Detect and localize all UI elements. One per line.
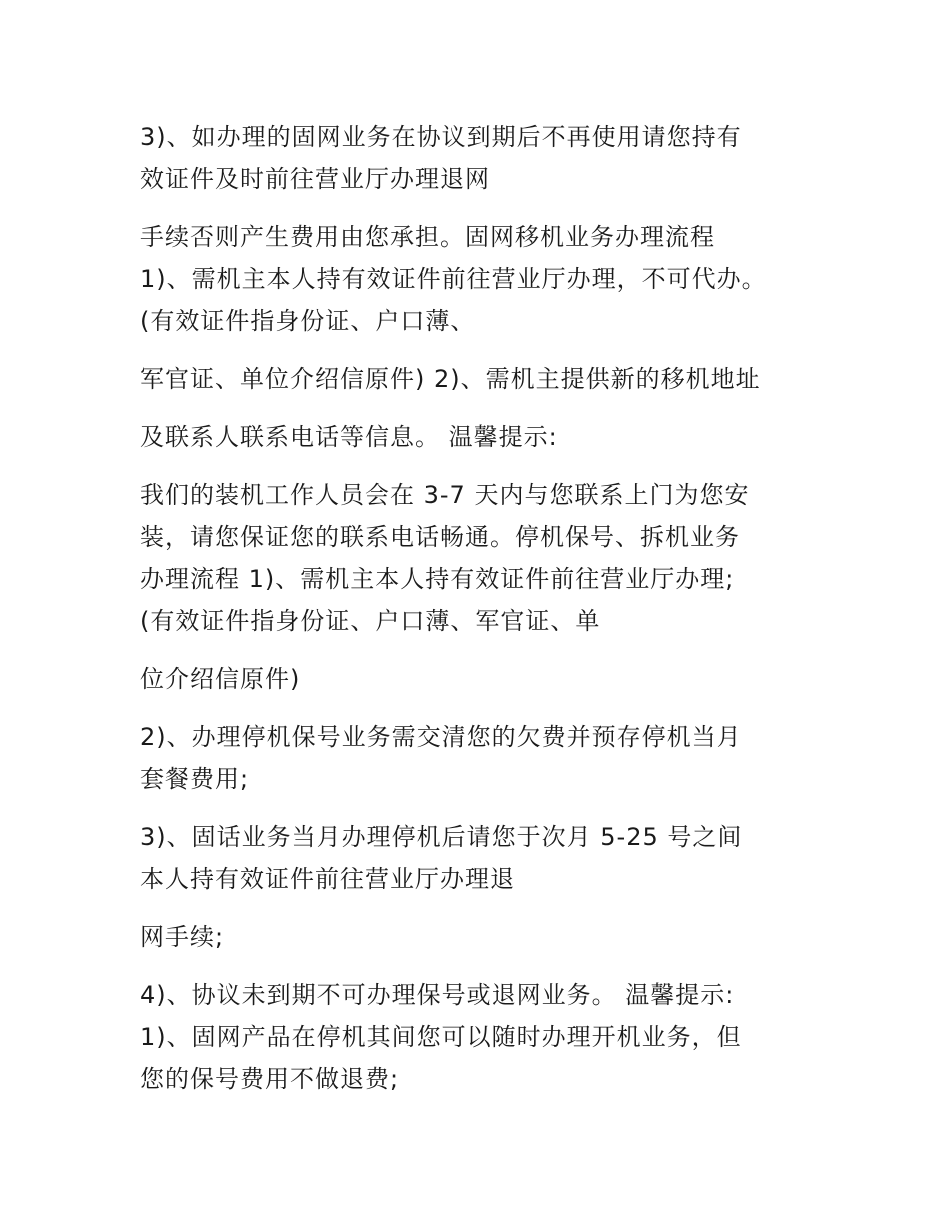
text-line: 装，请您保证您的联系电话畅通。停机保号、拆机业务 — [140, 523, 740, 551]
text-line: 手续否则产生费用由您承担。固网移机业务办理流程 — [140, 223, 715, 251]
text-line: 3)、固话业务当月办理停机后请您于次月 5-25 号之间 — [140, 823, 743, 851]
text-line: 军官证、单位介绍信原件) 2)、需机主提供新的移机地址 — [140, 365, 761, 393]
text-line: 我们的装机工作人员会在 3-7 天内与您联系上门为您安 — [140, 481, 750, 509]
text-line: 效证件及时前往营业厅办理退网 — [140, 165, 490, 193]
text-line: 及联系人联系电话等信息。 温馨提示: — [140, 423, 558, 451]
text-line: 办理流程 1)、需机主本人持有效证件前往营业厅办理; — [140, 565, 735, 593]
text-line: 2)、办理停机保号业务需交清您的欠费并预存停机当月 — [140, 723, 742, 751]
text-line: 1)、固网产品在停机其间您可以随时办理开机业务，但 — [140, 1023, 742, 1051]
text-line: 您的保号费用不做退费; — [140, 1065, 400, 1093]
text-line: 套餐费用; — [140, 765, 250, 793]
text-line: 位介绍信原件) — [140, 665, 301, 693]
text-line: 本人持有效证件前往营业厅办理退 — [140, 865, 515, 893]
text-line: 4)、协议未到期不可办理保号或退网业务。 温馨提示: — [140, 981, 735, 1009]
text-line: 网手续; — [140, 923, 225, 951]
text-line: (有效证件指身份证、户口薄、军官证、单 — [140, 607, 601, 635]
text-line: (有效证件指身份证、户口薄、 — [140, 307, 476, 335]
text-line: 3)、如办理的固网业务在协议到期后不再使用请您持有 — [140, 123, 742, 151]
text-line: 1)、需机主本人持有效证件前往营业厅办理，不可代办。 — [140, 265, 767, 293]
